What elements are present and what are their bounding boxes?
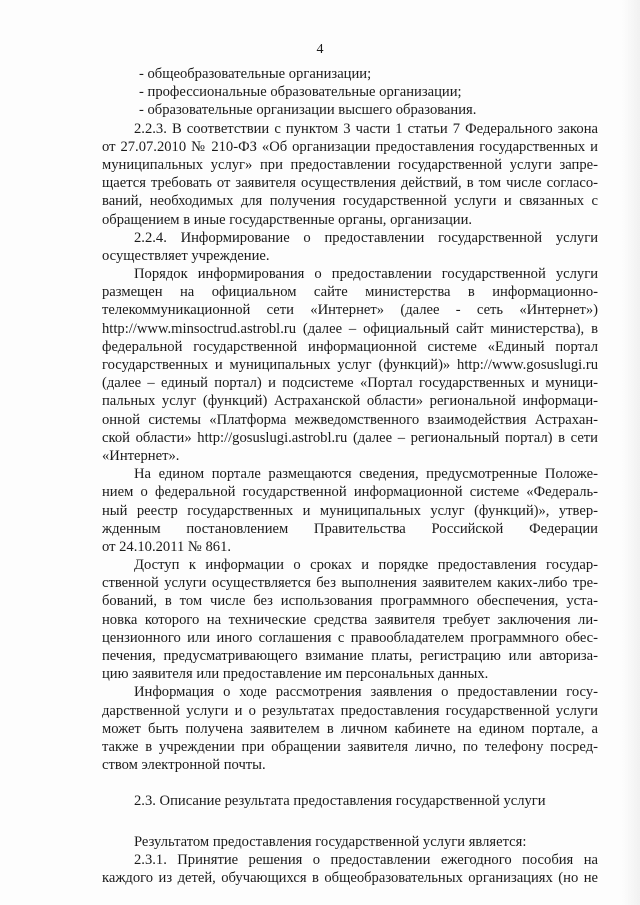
text-line: телекоммуникационной сети «Интернет» (далее - сеть «Интернет»): [102, 302, 598, 319]
text-line: ный реестр государственных и муниципальных услуг (функций)», утвер-: [102, 502, 598, 519]
text-line: - общеобразовательные организации;: [139, 66, 372, 82]
text-line: может быть получена заявителем в личном кабинете на едином портале, а: [102, 720, 598, 737]
text-line: от 27.07.2010 № 210-ФЗ «Об организации предоставления государственных и: [102, 138, 598, 155]
text-line: (далее – единый портал) и подсистеме «Портал государственных и муници-: [102, 375, 598, 392]
text-line: муниципальных услуг» при предоставлении государственной услуги запре-: [102, 156, 598, 173]
text-line: 2.3.1. Принятие решения о предоставлении ежегодного пособия на: [134, 851, 598, 868]
text-line: также в учреждении при обращении заявителя лично, по телефону посред-: [102, 738, 598, 755]
text-line: нием о федеральной государственной информационной системе «Федераль-: [102, 484, 598, 501]
text-line: - профессиональные образовательные организации;: [139, 84, 462, 101]
text-line: «Интернет».: [102, 447, 180, 464]
text-line: ственной услуги осуществляется без выполнения заявителем каких-либо тре-: [102, 575, 598, 592]
text-line: онной системы «Платформа межведомственного взаимодействия Астрахан-: [102, 411, 598, 428]
text-line: 2.2.3. В соответствии с пунктом 3 части 1 статьи 7 Федерального закона: [134, 120, 598, 137]
text-line: 2.3. Описание результата предоставления государственной услуги: [134, 793, 546, 810]
text-line: каждого из детей, обучающихся в общеобразовательных организациях (но не: [102, 869, 598, 886]
blank-line: [102, 774, 598, 792]
text-line: щается требовать от заявителя осуществления действий, в том числе согласо-: [102, 175, 598, 192]
text-line: Доступ к информации о сроках и порядке предоставления государ-: [134, 557, 598, 574]
text-line: Порядок информирования о предоставлении государственной услуги: [134, 266, 598, 283]
text-line: размещен на официальном сайте министерства в информационно-: [102, 284, 598, 301]
text-line: от 24.10.2011 № 861.: [102, 538, 232, 555]
text-line: ваний, необходимых для получения государственной услуги и связанных с: [102, 193, 598, 210]
text-line: государственных и муниципальных услуг (функций)» http://www.gosuslugi.ru: [102, 357, 598, 373]
text-line: пальных услуг (функций) Астраханской области» региональной информаци-: [102, 393, 598, 410]
text-line: жденным постановлением Правительства Российской Федерации: [102, 520, 598, 537]
text-line: На едином портале размещаются сведения, предусмотренные Положе-: [134, 466, 598, 483]
text-line: 2.2.4. Информирование о предоставлении государственной услуги: [134, 229, 598, 246]
blank-line: [102, 811, 598, 833]
document-body: [102, 65, 598, 887]
text-line: печения, предусматривающего взимание платы, регистрацию или авториза-: [102, 648, 598, 664]
text-line: http://www.minsoctrud.astrobl.ru (далее – официальный сайт министерства), в: [102, 320, 598, 337]
text-line: обращением в иные государственные органы, организации.: [102, 211, 473, 228]
text-line: новка которого на технические средства заявителя требует заключения ли-: [102, 611, 598, 628]
page-number: 4: [316, 42, 324, 57]
scan-edge-shadow: [622, 0, 640, 905]
text-line: осуществляет учреждение.: [102, 247, 270, 264]
text-line: федеральной государственной информационной системе «Единый портал: [102, 338, 598, 355]
text-line: Информация о ходе рассмотрения заявления о предоставлении госу-: [134, 684, 598, 701]
text-line: ством электронной почты.: [102, 757, 266, 774]
text-line: бований, в том числе без использования программного обеспечения, уста-: [102, 593, 598, 610]
text-line: ской области» http://gosuslugi.astrobl.ru (далее – региональный портал) в сети: [102, 429, 598, 446]
text-line: дарственной услуги и о результатах предоставления государственной услуги: [102, 702, 598, 719]
text-line: цию заявителя или предоставление им персональных данных.: [102, 666, 489, 683]
text-line: - образовательные организации высшего образования.: [139, 102, 477, 119]
text-line: Результатом предоставления государственной услуги является:: [134, 833, 527, 850]
text-line: цензионного или иного соглашения с правообладателем программного обес-: [102, 629, 598, 646]
